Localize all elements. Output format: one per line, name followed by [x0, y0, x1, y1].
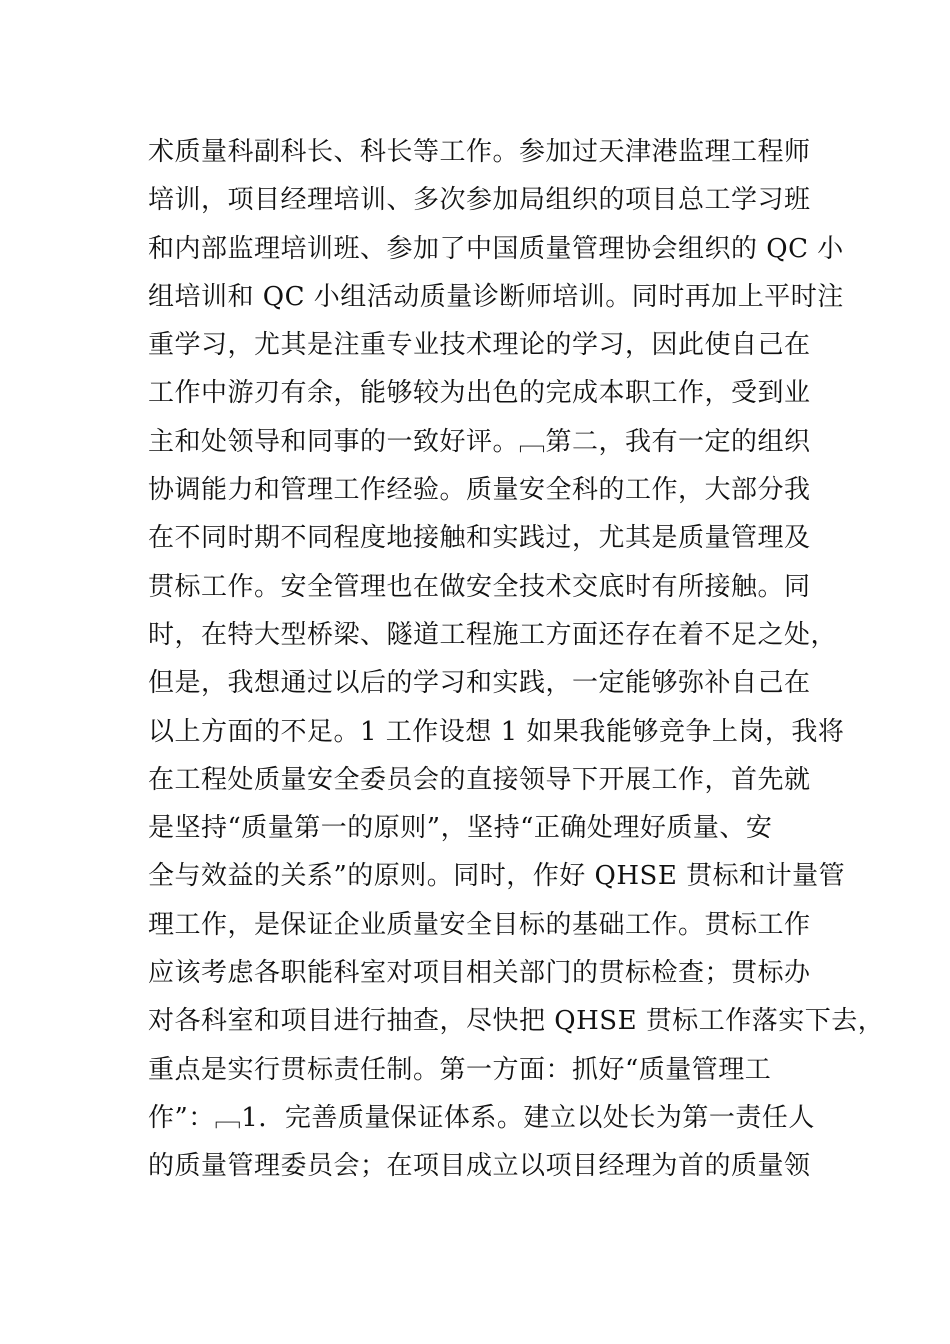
- text-line-2: 培训，项目经理培训、多次参加局组织的项目总工学习班: [148, 185, 811, 216]
- text-line-7: 主和处领导和同事的一致好评。﹇第二，我有一定的组织: [148, 426, 811, 457]
- text-line-18: 应该考虑各职能科室对项目相关部门的贯标检查；贯标办: [148, 958, 811, 989]
- text-line-19: 对各科室和项目进行抽查，尽快把 QHSE 贯标工作落实下去，: [148, 1006, 885, 1037]
- text-line-4: 组培训和 QC 小组活动质量诊断师培训。同时再加上平时注: [148, 281, 844, 312]
- text-line-14: 在工程处质量安全委员会的直接领导下开展工作，首先就: [148, 764, 811, 795]
- text-line-17: 理工作，是保证企业质量安全目标的基础工作。贯标工作: [148, 909, 811, 940]
- text-line-10: 贯标工作。安全管理也在做安全技术交底时有所接触。同: [148, 571, 811, 602]
- text-line-8: 协调能力和管理工作经验。质量安全科的工作，大部分我: [148, 475, 811, 506]
- text-line-9: 在不同时期不同程度地接触和实践过，尤其是质量管理及: [148, 523, 811, 554]
- text-line-13: 以上方面的不足。1 工作设想 1 如果我能够竞争上岗，我将: [148, 716, 845, 747]
- text-line-22: 的质量管理委员会；在项目成立以项目经理为首的质量领: [148, 1151, 811, 1182]
- text-line-16: 全与效益的关系”的原则。同时，作好 QHSE 贯标和计量管: [148, 861, 846, 892]
- text-line-6: 工作中游刃有余，能够较为出色的完成本职工作，受到业: [148, 378, 811, 409]
- text-line-11: 时，在特大型桥梁、隧道工程施工方面还存在着不足之处，: [148, 619, 838, 650]
- text-line-3: 和内部监理培训班、参加了中国质量管理协会组织的 QC 小: [148, 233, 844, 264]
- text-line-5: 重学习，尤其是注重专业技术理论的学习，因此使自己在: [148, 330, 811, 361]
- text-line-21: 作”：﹇1．完善质量保证体系。建立以处长为第一责任人: [148, 1102, 815, 1133]
- text-line-15: 是坚持“质量第一的原则”，坚持“正确处理好质量、安: [148, 813, 773, 844]
- text-line-20: 重点是实行贯标责任制。第一方面：抓好“质量管理工: [148, 1054, 772, 1085]
- text-line-12: 但是，我想通过以后的学习和实践，一定能够弥补自己在: [148, 668, 811, 699]
- body-text: [148, 128, 885, 1191]
- text-line-1: 术质量科副科长、科长等工作。参加过天津港监理工程师: [148, 137, 811, 167]
